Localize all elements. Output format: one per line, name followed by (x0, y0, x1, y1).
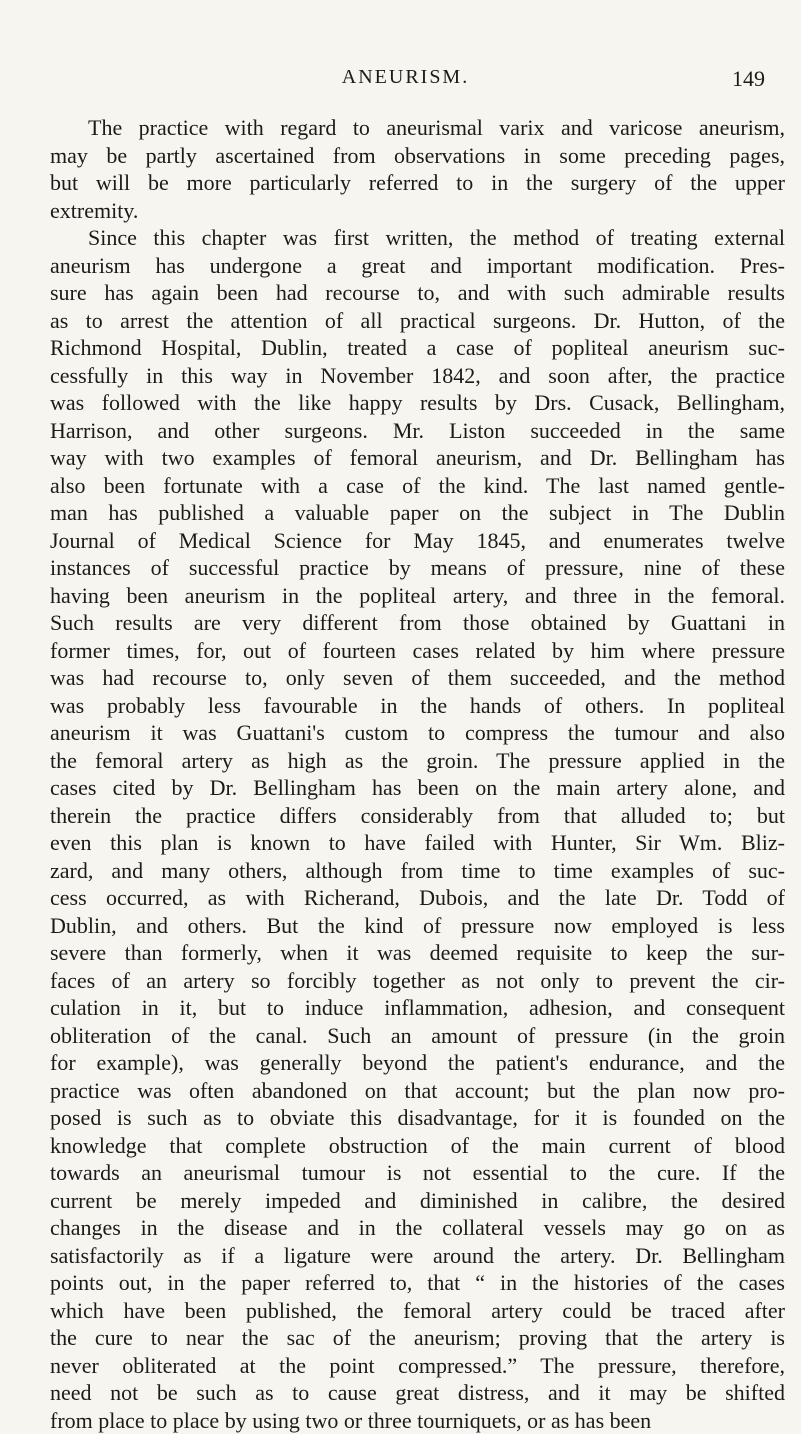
text-line: man has published a valuable paper on the subject in The Dublin (50, 499, 785, 527)
text-line: was had recourse to, only seven of them succeeded, and the method (50, 664, 785, 692)
text-line: sure has again been had recourse to, and with such admirable results (50, 279, 785, 307)
text-line: faces of an artery so forcibly together as not only to prevent the cir- (50, 967, 785, 995)
text-line: towards an aneurismal tumour is not essential to the cure. If the (50, 1159, 785, 1187)
text-line: The practice with regard to aneurismal varix and varicose aneurism, (50, 114, 785, 142)
text-line: points out, in the paper referred to, that “ in the histories of the cases (50, 1269, 785, 1297)
text-line: aneurism has undergone a great and important modification. Pres- (50, 252, 785, 280)
page-number: 149 (732, 66, 765, 92)
text-line: Since this chapter was first written, the method of treating external (50, 224, 785, 252)
text-line: cess occurred, as with Richerand, Dubois, and the late Dr. Todd of (50, 884, 785, 912)
text-line: never obliterated at the point compressed.” The pressure, therefore, (50, 1352, 785, 1380)
running-title: ANEURISM. (40, 66, 771, 89)
text-line: cases cited by Dr. Bellingham has been on the main artery alone, and (50, 774, 785, 802)
text-line: posed is such as to obviate this disadvantage, for it is founded on the (50, 1104, 785, 1132)
text-line: even this plan is known to have failed with Hunter, Sir Wm. Bliz- (50, 829, 785, 857)
text-line: having been aneurism in the popliteal artery, and three in the femoral. (50, 582, 785, 610)
paragraph-1 (50, 114, 785, 224)
text-line: knowledge that complete obstruction of the main current of blood (50, 1132, 785, 1160)
text-line: from place to place by using two or three tourniquets, or as has been (50, 1407, 785, 1434)
text-line: Richmond Hospital, Dublin, treated a case of popliteal aneurism suc- (50, 334, 785, 362)
text-line: way with two examples of femoral aneurism, and Dr. Bellingham has (50, 444, 785, 472)
text-line: zard, and many others, although from time to time examples of suc- (50, 857, 785, 885)
text-line: Dublin, and others. But the kind of pressure now employed is less (50, 912, 785, 940)
text-line: as to arrest the attention of all practical surgeons. Dr. Hutton, of the (50, 307, 785, 335)
text-line: satisfactorily as if a ligature were around the artery. Dr. Bellingham (50, 1242, 785, 1270)
text-line: Journal of Medical Science for May 1845, and enumerates twelve (50, 527, 785, 555)
text-line: changes in the disease and in the collateral vessels may go on as (50, 1214, 785, 1242)
text-line: instances of successful practice by means of pressure, nine of these (50, 554, 785, 582)
text-line: obliteration of the canal. Such an amount of pressure (in the groin (50, 1022, 785, 1050)
body-text (50, 114, 785, 1434)
text-line: was probably less favourable in the hands of others. In popliteal (50, 692, 785, 720)
paragraph-2 (50, 224, 785, 1434)
text-line: but will be more particularly referred to in the surgery of the upper (50, 169, 785, 197)
text-line: cessfully in this way in November 1842, and soon after, the practice (50, 362, 785, 390)
text-line: the femoral artery as high as the groin. The pressure applied in the (50, 747, 785, 775)
text-line: severe than formerly, when it was deemed requisite to keep the sur- (50, 939, 785, 967)
running-head (40, 66, 771, 100)
text-line: which have been published, the femoral artery could be traced after (50, 1297, 785, 1325)
text-line: former times, for, out of fourteen cases related by him where pressure (50, 637, 785, 665)
text-line: also been fortunate with a case of the kind. The last named gentle- (50, 472, 785, 500)
text-line: may be partly ascertained from observations in some preceding pages, (50, 142, 785, 170)
text-line: was followed with the like happy results by Drs. Cusack, Bellingham, (50, 389, 785, 417)
text-line: extremity. (50, 197, 785, 225)
text-line: aneurism it was Guattani's custom to compress the tumour and also (50, 719, 785, 747)
text-line: current be merely impeded and diminished in calibre, the desired (50, 1187, 785, 1215)
text-line: therein the practice differs considerably from that alluded to; but (50, 802, 785, 830)
text-line: Harrison, and other surgeons. Mr. Liston succeeded in the same (50, 417, 785, 445)
text-line: for example), was generally beyond the patient's endurance, and the (50, 1049, 785, 1077)
text-line: the cure to near the sac of the aneurism; proving that the artery is (50, 1324, 785, 1352)
text-line: Such results are very different from those obtained by Guattani in (50, 609, 785, 637)
text-line: need not be such as to cause great distress, and it may be shifted (50, 1379, 785, 1407)
text-line: practice was often abandoned on that account; but the plan now pro- (50, 1077, 785, 1105)
text-line: culation in it, but to induce inflammation, adhesion, and consequent (50, 994, 785, 1022)
